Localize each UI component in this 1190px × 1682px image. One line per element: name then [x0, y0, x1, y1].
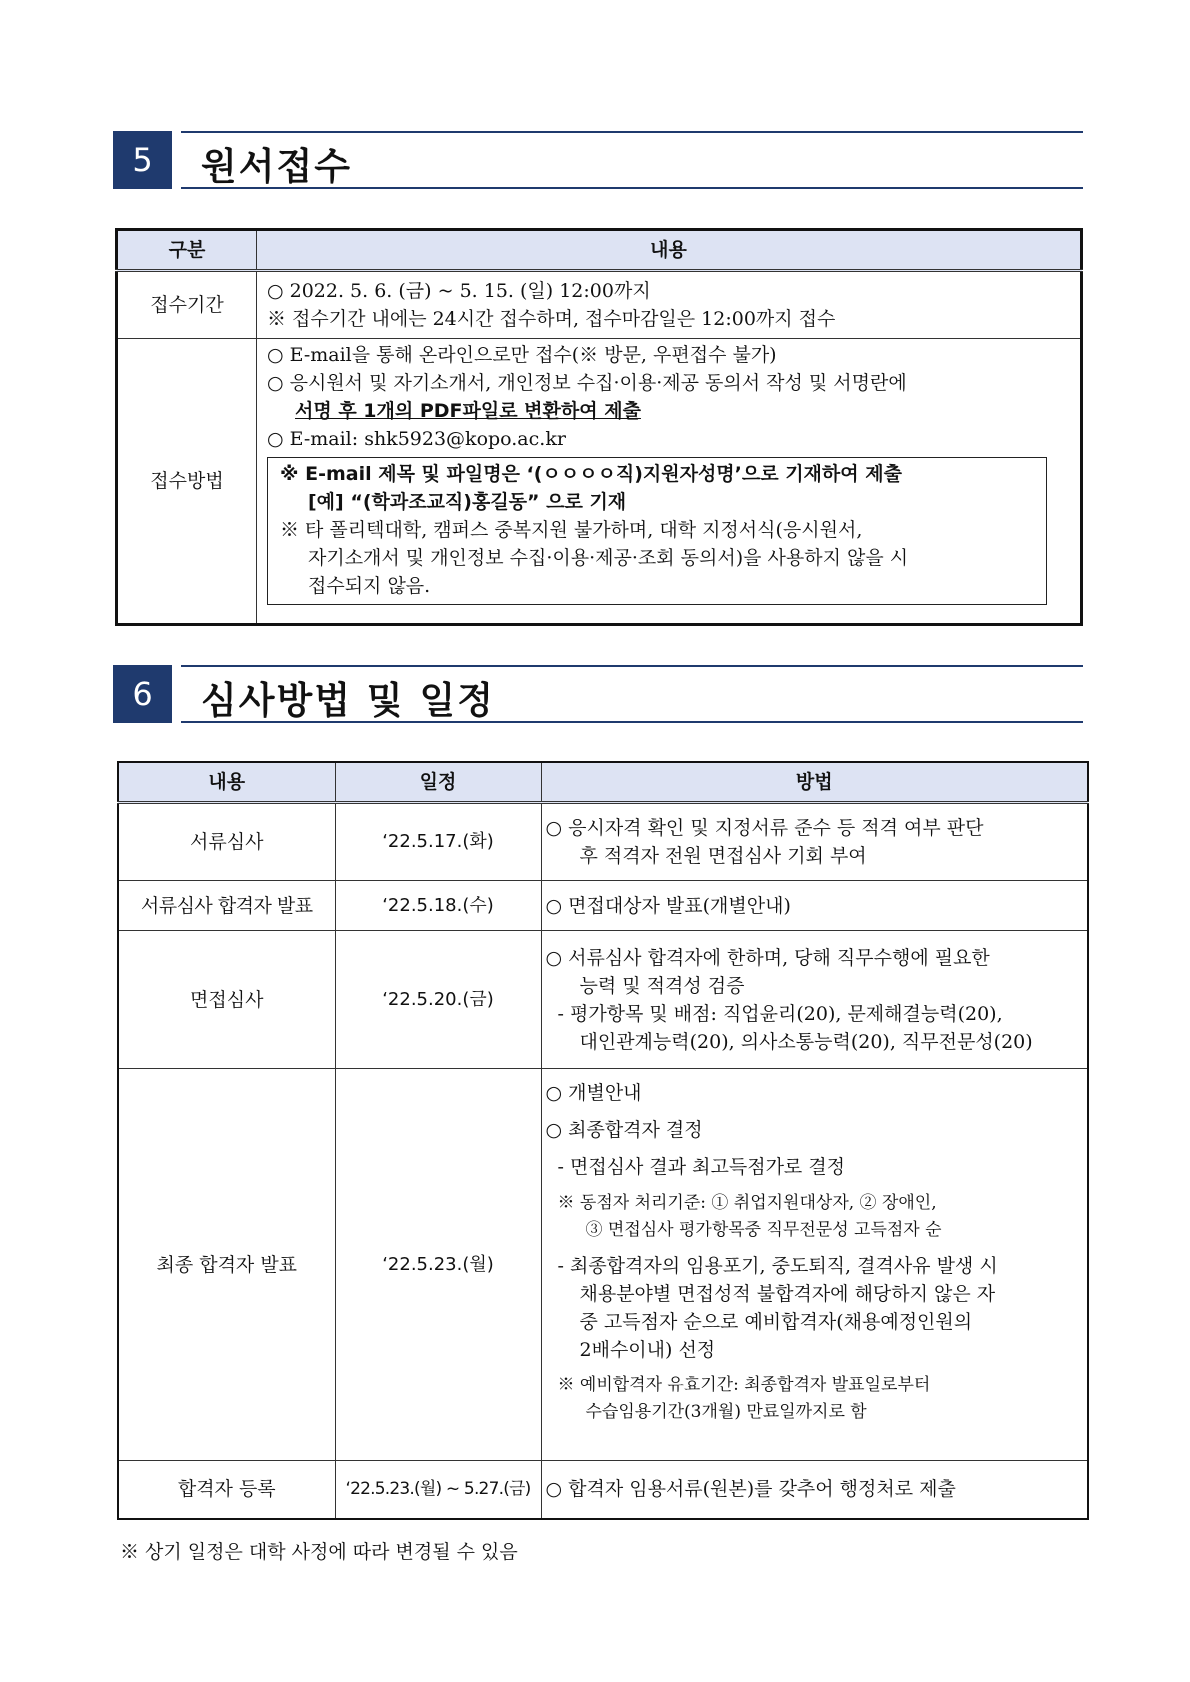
notice-example: [예] “(학과조교직)홍길동” 으로 기재	[308, 491, 627, 513]
method-line: 대인관계능력(20), 의사소통능력(20), 직무전문성(20)	[579, 1030, 1033, 1053]
header-content: 내용	[257, 230, 1082, 271]
row-method	[541, 881, 1088, 931]
row-method	[541, 1461, 1088, 1519]
notice-line: 자기소개서 및 개인정보 수집·이용·제공·조회 동의서)을 사용하지 않을 시	[308, 547, 909, 569]
period-line: ○ 2022. 5. 6. (금) ~ 5. 15. (일) 12:00까지	[267, 280, 651, 302]
method-note: ※ 동점자 처리기준: ① 취업지원대상자, ② 장애인,	[557, 1193, 937, 1213]
method-line: - 최종합격자의 임용포기, 중도퇴직, 결격사유 발생 시	[557, 1255, 998, 1277]
method-email: ○ E-mail: shk5923@kopo.ac.kr	[267, 428, 566, 450]
method-line: 중 고득점자 순으로 예비합격자(채용예정인원의	[579, 1311, 973, 1333]
method-line: 후 적격자 전원 면접심사 기회 부여	[579, 845, 867, 867]
divider	[181, 187, 1083, 189]
row-method	[541, 1069, 1088, 1461]
section-title: 원서접수	[201, 145, 352, 188]
row-date: ‘22.5.23.(월)	[335, 1069, 541, 1461]
table-row	[118, 1461, 1088, 1519]
method-line: 채용분야별 면접성적 불합격자에 해당하지 않은 자	[579, 1283, 996, 1305]
header-category: 구분	[117, 230, 257, 271]
table-row	[118, 881, 1088, 931]
method-content	[257, 339, 1082, 625]
method-line: ○ E-mail을 통해 온라인으로만 접수(※ 방문, 우편접수 불가)	[267, 344, 777, 366]
period-note: ※ 접수기간 내에는 24시간 접수하며, 접수마감일은 12:00까지 접수	[267, 308, 836, 330]
method-line: - 면접심사 결과 최고득점가로 결정	[557, 1156, 846, 1178]
row-date: ‘22.5.20.(금)	[335, 931, 541, 1069]
divider	[181, 665, 1083, 667]
section-number: 5	[113, 131, 172, 189]
method-notice-box	[267, 457, 1047, 605]
row-date: ‘22.5.17.(화)	[335, 803, 541, 881]
period-content	[257, 271, 1082, 339]
divider	[181, 131, 1083, 133]
period-label: 접수기간	[117, 271, 257, 339]
method-line: ○ 면접대상자 발표(개별안내)	[545, 894, 791, 917]
method-note: ③ 면접심사 평가항목중 직무전문성 고득점자 순	[585, 1220, 942, 1240]
row-name: 최종 합격자 발표	[118, 1069, 335, 1461]
method-line: ○ 최종합격자 결정	[545, 1119, 703, 1141]
row-date: ‘22.5.18.(수)	[335, 881, 541, 931]
row-name: 면접심사	[118, 931, 335, 1069]
method-line: - 평가항목 및 배점: 직업윤리(20), 문제해결능력(20),	[557, 1002, 1003, 1025]
application-table	[115, 228, 1083, 626]
row-name: 서류심사	[118, 803, 335, 881]
method-line: ○ 응시원서 및 자기소개서, 개인정보 수집·이용·제공 동의서 작성 및 서명란에	[267, 372, 907, 394]
section-5-header	[113, 131, 1083, 189]
row-name: 합격자 등록	[118, 1461, 335, 1519]
header-item: 내용	[118, 762, 335, 803]
section-6-header	[113, 665, 1083, 723]
row-method	[541, 931, 1088, 1069]
notice-line: 접수되지 않음.	[308, 575, 431, 597]
header-date: 일정	[335, 762, 541, 803]
method-line: 2배수이내) 선정	[579, 1339, 716, 1361]
method-note: 수습임용기간(3개월) 만료일까지로 함	[585, 1402, 867, 1422]
method-line-emphasis: 서명 후 1개의 PDF파일로 변환하여 제출	[295, 400, 641, 422]
method-line: 능력 및 적격성 검증	[579, 974, 745, 997]
method-line: ○ 서류심사 합격자에 한하며, 당해 직무수행에 필요한	[545, 946, 990, 969]
header-method: 방법	[541, 762, 1088, 803]
row-name: 서류심사 합격자 발표	[118, 881, 335, 931]
section-number: 6	[113, 665, 172, 723]
schedule-table	[117, 761, 1089, 1520]
row-date: ‘22.5.23.(월) ~ 5.27.(금)	[335, 1461, 541, 1519]
notice-line: ※ E-mail 제목 및 파일명은 ‘(ㅇㅇㅇㅇ직)지원자성명’으로 기재하여 제출	[280, 463, 902, 485]
method-line: ○ 개별안내	[545, 1082, 642, 1104]
method-label: 접수방법	[117, 339, 257, 625]
table-row	[118, 1069, 1088, 1461]
section-title: 심사방법 및 일정	[201, 679, 495, 722]
notice-line: ※ 타 폴리텍대학, 캠퍼스 중복지원 불가하며, 대학 지정서식(응시원서,	[280, 519, 863, 541]
method-line: ○ 합격자 임용서류(원본)를 갖추어 행정처로 제출	[545, 1478, 956, 1501]
method-note: ※ 예비합격자 유효기간: 최종합격자 발표일로부터	[557, 1375, 931, 1395]
method-line: ○ 응시자격 확인 및 지정서류 준수 등 적격 여부 판단	[545, 817, 984, 839]
row-method	[541, 803, 1088, 881]
divider	[181, 721, 1083, 723]
schedule-footnote: ※ 상기 일정은 대학 사정에 따라 변경될 수 있음	[120, 1541, 518, 1563]
table-row	[118, 931, 1088, 1069]
table-row	[118, 803, 1088, 881]
